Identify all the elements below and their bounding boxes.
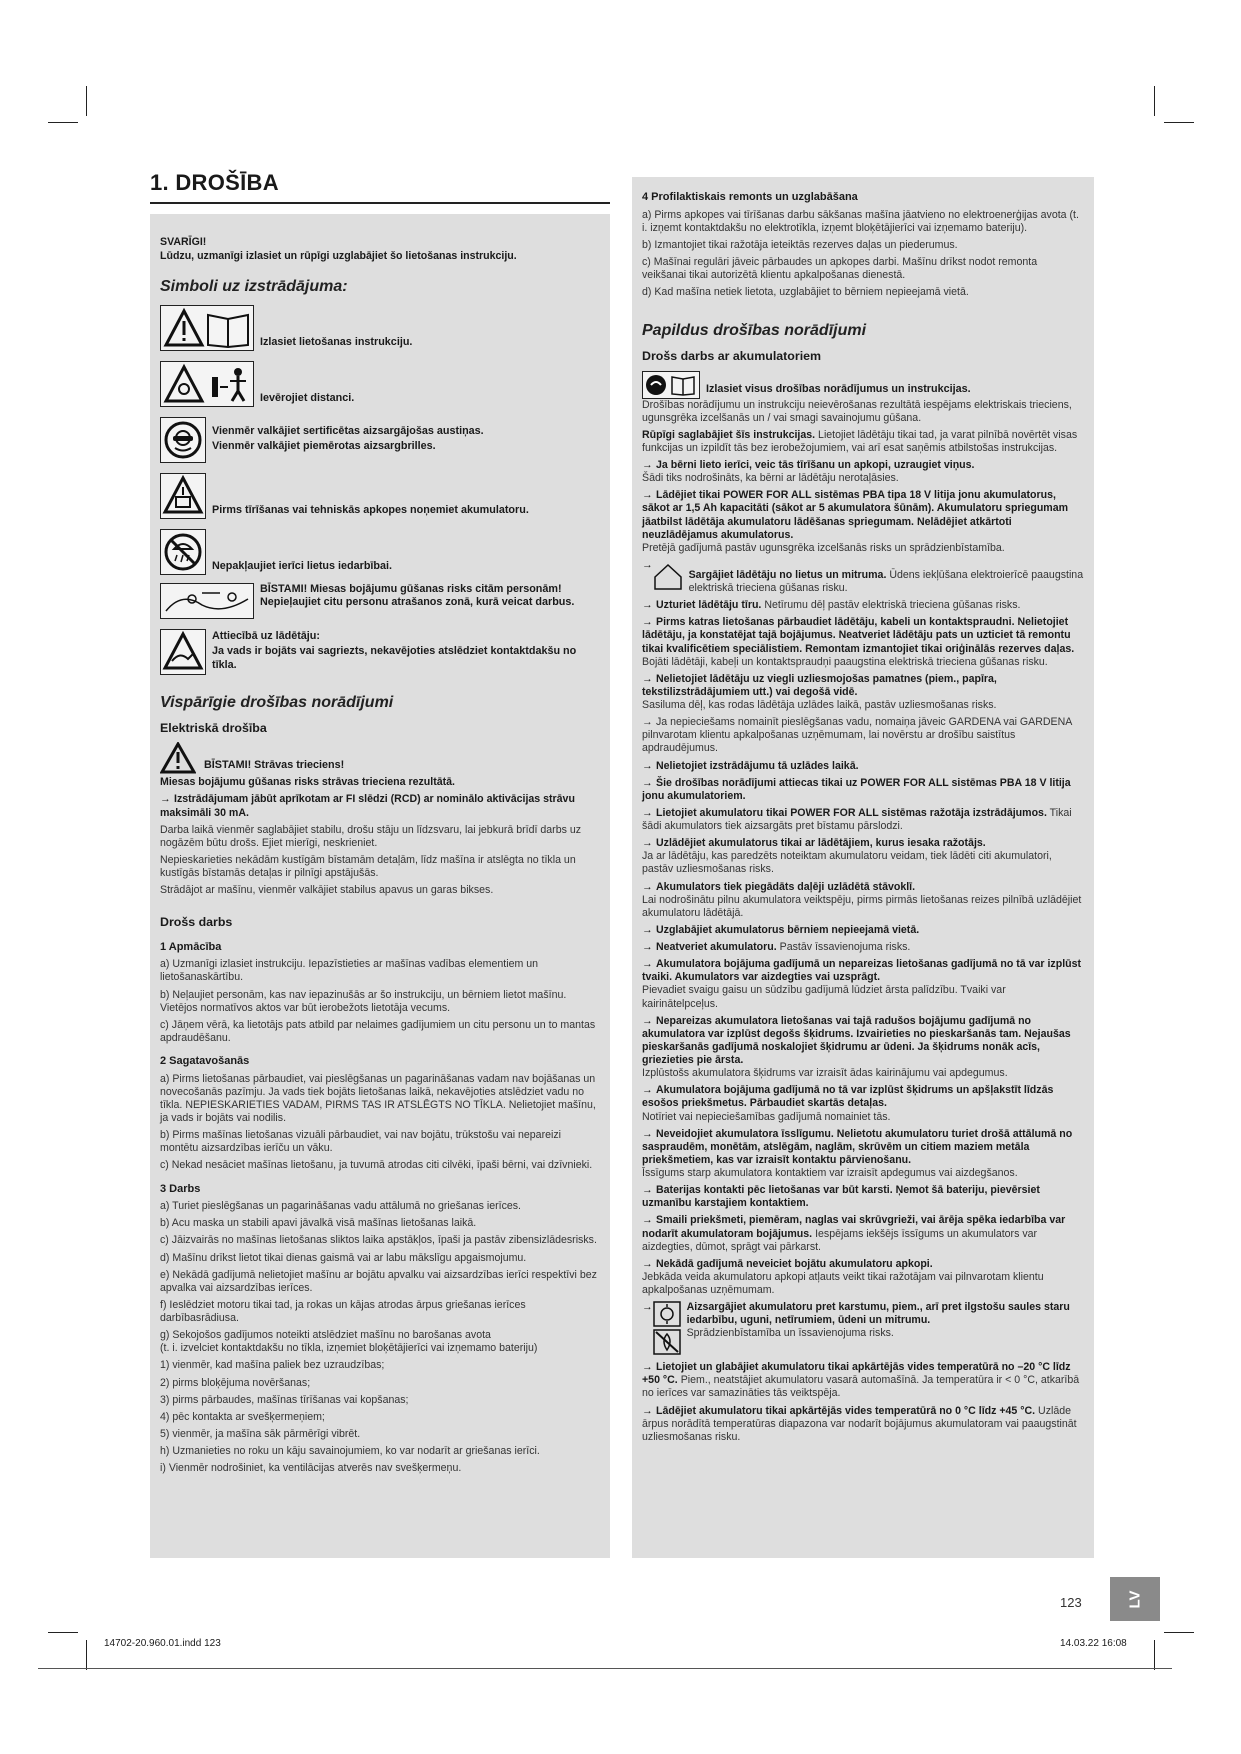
electric-safety-heading: Elektriskā drošība — [160, 720, 267, 735]
cable-replacement: → Ja nepieciešams nomainīt pieslēgšanas vadu, nomaiņa jāveic GARDENA vai GARDENA pilnvarotam klientu apkalpošanas uzņēmumam, lai novērstu ar drošību saistītus apdraudējumus. — [642, 716, 1072, 755]
symbol-keep-distance — [160, 361, 600, 407]
symbol-eye-protection-label: Vienmēr valkājiet piemērotas aizsargbrilles. — [212, 440, 436, 453]
right-column — [632, 177, 1094, 1558]
symbol-danger-persons — [160, 583, 600, 619]
training-b: b) Neļaujiet personām, kas nav iepazinušās ar šo instrukciju, un bērniem lietot mašīnu. Vietējos normatīvos aktos var būt ierobežots lietotāja vecums. — [160, 988, 567, 1014]
heat-protection: → Aizsargājiet akumulatoru pret karstumu, piem., arī pret ilgstošu saules staru iedarbību, uguni, netīrumiem, ūdeni un mitrumu. Sprādzienbīstamība un īssavienojuma risks. — [642, 1301, 1084, 1355]
section-preparation-title: 2 Sagatavošanās — [160, 1055, 250, 1068]
arrow-icon: → — [160, 793, 171, 806]
maintenance-c: c) Mašīnai regulāri jāveic pārbaudes un apkopes darbi. Mašīnu drīkst nodot remonta veikšanai tikai autorizētā klientu apkalpošanas dienestā. — [642, 256, 1038, 282]
danger-shock-row — [160, 742, 600, 774]
hot-contacts: → Baterijas kontakti pēc lietošanas var būt karsti. Ņemot šā bateriju, pievērsiet uzmanību karstajiem kontaktiem. — [642, 1184, 1040, 1210]
damaged-battery: → Nekādā gadījumā neveiciet bojātu akumulatoru apkopi. Jebkāda veida akumulatoru apkopi atļauts veikt tikai ražotājam vai pilnvarotam klientu apkalpošanas uzņēmumam. — [642, 1257, 1044, 1297]
liquid-warning: → Nepareizas akumulatora lietošanas vai tajā radušos bojājumu gadījumā no akumulatora var izplūst degošs šķidrums. Izvairieties no pieskaršanās tam. Nejaušas pieskaršanās gadījumā noskalojiet šķidrumu ar ūdeni. Ja šķidrums nonāk acīs, griezieties pie ārsta. Izplūstošs akumulatora šķidrums var izraisīt ādas kairinājumu vai apdegumus. — [642, 1014, 1071, 1080]
preparation-c: c) Nekad nesāciet mašīnas lietošanu, ja tuvumā atrodas citi cilvēki, īpaši bērni, vai dzīvnieki. — [160, 1159, 593, 1172]
operation-g: g) Sekojošos gadījumos noteikti atslēdziet mašīnu no barošanas avota — [160, 1329, 491, 1342]
symbol-no-rain — [160, 529, 600, 575]
stance-text: Darba laikā vienmēr saglabājiet stabilu, drošu stāju un līdzsvaru, lai jebkurā brīdī darbs uz nogāzēm būtu drošs. Ejiet mierīgi, neskrieniet. — [160, 823, 582, 849]
operation-h: h) Uzmanieties no roku un kāju savainojumiem, ko var nodarīt ar griešanas ierīci. — [160, 1445, 540, 1458]
operation-d: d) Mašīnu drīkst lietot tikai dienas gaismā vai ar labu mākslīgu apgaismojumu. — [160, 1251, 527, 1264]
read-all-label: Izlasiet visus drošības norādījumus un instrukcijas. — [706, 383, 971, 396]
partly-charged: → Akumulators tiek piegādāts daļēji uzlādētā stāvoklī. Lai nodrošinātu pilnu akumulatora veiktspēju, pirms pirmās lietošanas reizes pilnībā uzlādējiet akumulatoru lādētājā. — [642, 880, 1082, 919]
arrow-icon: → — [642, 716, 653, 729]
preparation-b: b) Pirms mašīnas lietošanas vizuāli pārbaudiet, vai nav bojātu, trūkstošu vai nepareizi montētu aizsardzības ierīču un vāku. — [160, 1129, 561, 1155]
general-safety-heading: Vispārīgie drošības norādījumi — [160, 694, 394, 712]
arrow-icon: → — [642, 1214, 653, 1227]
footwear-text: Strādājot ar mašīnu, vienmēr valkājiet stabilus apavus un garas bikses. — [160, 884, 494, 897]
arrow-icon: → — [642, 1301, 653, 1314]
operation-g-4: 4) pēc kontakta ar svešķermeņiem; — [160, 1410, 325, 1423]
operation-g-1: 1) vienmēr, kad mašīna paliek bez uzraudzības; — [160, 1359, 385, 1372]
title-divider — [150, 202, 610, 204]
inspect-charger: → Pirms katras lietošanas pārbaudiet lādētāju, kabeli un kontaktspraudni. Nelietojiet lādētāju, ja konstatējat tajā bojājumus. Neatveriet lādētāju pats un uzticiet tā remontu tikai kvalificētiem speciālistiem. Remontam izmantojiet tikai oriģinālās rezerves daļas. Bojāti lādētāji, kabeļi un kontaktspraudņi paaugstina elektriskā trieciena gūšanas risku. — [642, 616, 1075, 668]
page-title: 1. DROŠĪBA — [150, 170, 279, 195]
operation-g-3: 3) pirms pārbaudes, mašīnas tīrīšanas vai kopšanas; — [160, 1393, 409, 1406]
operation-g-5: 5) vienmēr, ja mašīna sāk pārmērīgi vibrēt. — [160, 1427, 361, 1440]
maintenance-b: b) Izmantojiet tikai ražotāja ieteiktās rezerves daļas un piederumus. — [642, 238, 958, 251]
charging-temperature: → Lādējiet akumulatoru tikai apkārtējās vides temperatūrā no 0 °C līdz +45 °C. Uzlāde ārpus norādītā temperatūras diapazona var nodarīt bojājumus akumulatoram vai paaugstināt uzliesmošanas risku. — [642, 1404, 1077, 1443]
thrown-objects-icon — [160, 583, 254, 619]
use-only-pfa: → Lietojiet akumulatoru tikai POWER FOR ALL sistēmas ražotāja izstrādājumos. Tikai šādi akumulators tiek aizsargāts pret bīstamu pārslodzi. — [642, 806, 1072, 833]
ear-eye-protection-icon — [160, 417, 206, 463]
section-training-title: 1 Apmācība — [160, 940, 222, 953]
warning-triangle-icon — [160, 742, 196, 774]
arrow-icon: → — [642, 599, 653, 612]
crop-mark — [86, 86, 87, 116]
arrow-icon: → — [642, 1014, 653, 1027]
operation-i: i) Vienmēr nodrošiniet, ka ventilācijas atverēs nav svešķermeņu. — [160, 1462, 462, 1475]
charger-cable-warning-icon — [160, 629, 206, 675]
footer-file-name: 14702-20.960.01.indd 123 — [104, 1638, 221, 1649]
operation-a: a) Turiet pieslēgšanas un pagarināšanas vadu attālumā no griešanas ierīces. — [160, 1200, 521, 1213]
read-all-text: Drošības norādījumu un instrukciju neievērošanas rezultātā iespējams elektriskais trieciens, ugunsgrēka izcelšanās un / vai smagi savainojumu gūšana. — [642, 398, 1072, 424]
no-use-charging: → Nelietojiet izstrādājumu tā uzlādes laikā. — [642, 759, 859, 772]
vapour-warning: → Akumulatora bojājuma gadījumā un nepareizas lietošanas gadījumā no tā var izplūst tvaiki. Akumulators var aizdegties vai uzsprāgt. Pievadiet svaigu gaisu un sūdzību gadījumā lūdziet ārsta palīdzību. Tvaiki var kairinātelpceļus. — [642, 958, 1082, 1010]
symbol-keep-distance-label: Ievērojiet distanci. — [260, 391, 355, 404]
indoor-use-icon — [653, 563, 683, 591]
language-tab-label: LV — [1126, 1589, 1144, 1609]
short-circuit-warning: → Neveidojiet akumulatora īsslīgumu. Nelietotu akumulatoru turiet drošā attālumā no saspraudēm, monētām, atslēgām, naglām, skrūvēm un citiem maziem metāla priekšmetiem, kas var izraisīt kontaktu pārvienošanu. Īssīgums starp akumulatora kontaktiem var izraisīt apdegumus vai aizdegšanos. — [642, 1127, 1073, 1180]
symbol-ear-eye-protection — [160, 417, 600, 463]
language-tab — [1110, 1577, 1160, 1621]
arrow-icon: → — [642, 958, 653, 971]
no-open: → Neatveriet akumulatoru. Pastāv īssavienojuma risks. — [642, 941, 911, 954]
additional-safety-heading: Papildus drošības norādījumi — [642, 322, 867, 340]
important-text: Lūdzu, uzmanīgi izlasiet un rūpīgi uzglabājiet šo lietošanas instrukciju. — [160, 250, 517, 263]
arrow-icon: → — [642, 1257, 653, 1270]
bottom-divider — [38, 1668, 1172, 1669]
operation-b: b) Acu maska un stabili apavi jāvalkā visā mašīnas lietošanas laikā. — [160, 1217, 477, 1230]
arrow-icon: → — [642, 1127, 653, 1140]
crop-mark — [1164, 1632, 1194, 1633]
symbol-danger-persons-label: BĪSTAMI! Miesas bojājumu gūšanas risks citām personām! Nepieļaujiet citu personu atrašanos zonā, kurā veicat darbus. — [260, 583, 575, 609]
no-rain-icon — [160, 529, 206, 575]
operation-c: c) Jāizvairās no mašīnas lietošanas sliktos laika apstākļos, īpaši ja pastāv zibensizlādesrisks. — [160, 1234, 597, 1247]
symbol-read-manual-label: Izlasiet lietošanas instrukciju. — [260, 335, 413, 348]
sun-heat-icon — [653, 1301, 681, 1327]
training-a: a) Uzmanīgi izlasiet instrukciju. Iepazīstieties ar mašīnas vadības elementiem un lietošanaskārtību. — [160, 958, 539, 984]
footer-date: 14.03.22 16:08 — [1060, 1638, 1127, 1649]
maintenance-a: a) Pirms apkopes vai tīrīšanas darbu sākšanas mašīna jāatvieno no elektroenerģijas avota (t. i. izņemt kontaktdakšu no elektrotīkla, izņemt bloķētājierīci vai izņemamo bateriju). — [642, 208, 1079, 234]
operation-g-note: (t. i. izvelciet kontaktdakšu no tīkla, izņemiet bloķētājierīci vai izņemamo bateriju) — [160, 1342, 538, 1355]
children-supervise: → Ja bērni lieto ierīci, veic tās tīrīšanu un apkopi, uzraugiet viņus. Šādi tiks nodrošināts, ka bērni ar lādētāju nerotaļāsies. — [642, 459, 975, 485]
symbol-ear-protection-label: Vienmēr valkājiet sertificētas aizsargājošas austiņas. — [212, 424, 484, 437]
crop-mark — [86, 1640, 87, 1670]
crop-mark — [48, 122, 78, 123]
read-instructions-icon — [642, 371, 700, 399]
symbol-remove-battery — [160, 473, 600, 519]
symbol-no-rain-label: Nepakļaujiet ierīci lietus iedarbībai. — [212, 559, 393, 572]
crop-mark — [48, 1632, 78, 1633]
arrow-icon: → — [642, 923, 653, 936]
keep-distance-icon — [160, 361, 254, 407]
symbols-heading: Simboli uz izstrādājuma: — [160, 278, 348, 296]
read-manual-icon — [160, 305, 254, 351]
preparation-a: a) Pirms lietošanas pārbaudiet, vai pieslēgšanas un pagarināšanas vadam nav bojāšanas un novecošanās pazīmju. Ja vads tiek bojāts lietošanas laikā, nekavējoties atslēdziet vadu no tīkla. NEPIESKARIETIES VADAM, PIRMS TAS IR ATSLĒGTS NO TĪKLA. Nelietojiet mašīnu, ja vads ir bojāts vai nodilis. — [160, 1072, 596, 1125]
danger-shock-label: BĪSTAMI! Strāvas trieciens! — [204, 758, 345, 771]
arrow-icon: → — [642, 1404, 653, 1417]
arrow-icon: → — [642, 880, 653, 893]
splash-warning: → Akumulatora bojājuma gadījumā no tā var izplūst šķidrums un apšļakstīt līdzās esošos priekšmetus. Pārbaudiet skartās detaļas. Notīriet vai nepieciešamības gadījumā nomainiet tās. — [642, 1084, 1054, 1123]
symbol-charger-cable — [160, 629, 600, 675]
arrow-icon: → — [642, 941, 653, 954]
danger-shock-text: Miesas bojājumu gūšanas risks strāvas trieciena rezultātā. — [160, 776, 455, 789]
operation-g-2: 2) pirms bloķējuma novēršanas; — [160, 1376, 311, 1389]
crop-mark — [1154, 86, 1155, 116]
symbol-remove-battery-label: Pirms tīrīšanas vai tehniskās apkopes noņemiet akumulatoru. — [212, 503, 529, 516]
arrow-icon: → — [642, 616, 653, 629]
pfa-only: → Šie drošības norādījumi attiecas tikai uz POWER FOR ALL sistēmas PBA 18 V litija jonu akumulatoriem. — [642, 776, 1071, 802]
sharp-objects: → Smaili priekšmeti, piemēram, naglas vai skrūvgrieži, vai ārēja spēka iedarbība var nodarīt akumulatoram bojājumus. Iespējams iekšējs īssīgums un akumulators var aizdegties, dūmot, sprāgt vai pārkarst. — [642, 1214, 1066, 1253]
store-from-children: → Uzglabājiet akumulatorus bērniem nepieejamā vietā. — [642, 923, 920, 936]
arrow-icon: → — [642, 672, 653, 685]
crop-mark — [1154, 1640, 1155, 1670]
training-c: c) Jāņem vērā, ka lietotājs pats atbild par nelaimes gadījumiem un citu personu un to mantas apdraudēšanu. — [160, 1018, 596, 1044]
battery-safety-heading: Drošs darbs ar akumulatoriem — [642, 349, 822, 364]
arrow-icon: → — [642, 489, 653, 502]
crop-mark — [1164, 122, 1194, 123]
arrow-icon: → — [642, 558, 653, 571]
symbol-charger-text: Ja vads ir bojāts vai sagriezts, nekavējoties atslēdziet kontaktdakšu no tīkla. — [212, 645, 577, 671]
left-column — [150, 214, 610, 1558]
arrow-icon: → — [642, 1361, 653, 1374]
arrow-icon: → — [642, 837, 653, 850]
operation-f: f) Ieslēdziet motoru tikai tad, ja rokas un kājas atrodas ārpus griešanas ierīces darbībasrādiusa. — [160, 1298, 526, 1325]
keep-instructions: Rūpīgi saglabājiet šīs instrukcijas. Lietojiet lādētāju tikai tad, ja varat pilnībā novērtēt visas funkcijas un izpildīt tās bez ierobežojumiem, vai arī esat saņēmis atbilstošas instrukcijas. — [642, 428, 1078, 454]
arrow-icon: → — [642, 759, 653, 772]
operating-temperature: → Lietojiet un glabājiet akumulatoru tikai apkārtējās vides temperatūrā no –20 °C līdz +50 °C. Piem., neatstājiet akumulatoru vasarā automašīnā. Ja temperatūra ir < 0 °C, atkarībā no ierīces var samazināties tās veiktspēja. — [642, 1361, 1080, 1400]
section-operation-title: 3 Darbs — [160, 1182, 201, 1195]
important-label: SVARĪGI! — [160, 236, 207, 248]
arrow-icon: → — [642, 806, 653, 819]
page-number: 123 — [1060, 1595, 1082, 1610]
arrow-icon: → — [642, 776, 653, 789]
operation-e: e) Nekādā gadījumā nelietojiet mašīnu ar bojātu apvalku vai aizsardzības ierīci respektīvi bez apvalka vai aizsardzības ierīces. — [160, 1268, 597, 1294]
flammable-surface: → Nelietojiet lādētāju uz viegli uzliesmojošas pamatnes (piem., papīra, tekstilizstrādājumiem utt.) vai degošā vidē. Sasiluma dēļ, kas rodas lādētāja uzlādes laikā, pastāv uzliesmošanas risks. — [642, 672, 997, 712]
rain-warning: → Sargājiet lādētāju no lietus un mitruma. Ūdens iekļūšana elektroierīcē paaugstina elektriskā trieciena gūšanas risku. — [642, 558, 1084, 595]
arrow-icon: → — [642, 459, 653, 472]
remove-battery-icon — [160, 473, 206, 519]
symbol-charger-label: Attiecībā uz lādētāju: — [212, 630, 320, 643]
symbol-read-manual — [160, 305, 600, 351]
keep-clean: → Uzturiet lādētāju tīru. Netīrumu dēļ pastāv elektriskā trieciena gūšanas risks. — [642, 599, 1021, 612]
section-maintenance-title: 4 Profilaktiskais remonts un uzglabāšana — [642, 191, 858, 203]
charge-recommended: → Uzlādējiet akumulatorus tikai ar lādētājiem, kurus iesaka ražotājs. Ja ar lādētāju, kas paredzēts noteiktam akumulatoru veidam, tiek lādēti citi akumulatori, pastāv uzliesmošanas risks. — [642, 837, 1052, 876]
maintenance-d: d) Kad mašīna netiek lietota, uzglabājiet to bērniem nepieejamā vietā. — [642, 286, 969, 299]
read-all-row — [642, 371, 1084, 399]
moving-parts-text: Nepieskarieties nekādām kustīgām bīstamām detaļām, līdz mašīna ir atslēgta no tīkla un kustīgās bīstamās detaļas ir pilnīgi apstājušās. — [160, 853, 576, 880]
charge-pba: → Lādējiet tikai POWER FOR ALL sistēmas PBA tipa 18 V litija jonu akumulatorus, sākot ar 1,5 Ah kapacitāti (sākot ar 5 akumulatora šūnām). Akumulatoru spriegumam jāatbilst lādētāja akumulatoru lādēšanas spriegumam. Nelādējiet atkārtoti neuzlādējamus akumulatorus. Pretējā gadījumā pastāv ugunsgrēka izcelšanās risks un sprādzienbīstamība. — [642, 489, 1069, 554]
arrow-icon: → — [642, 1084, 653, 1097]
arrow-icon: → — [642, 1184, 653, 1197]
no-fire-icon — [653, 1329, 681, 1355]
rcd-note: → Izstrādājumam jābūt aprīkotam ar FI slēdzi (RCD) ar nominālo aktivācijas strāvu maksimāli 30 mA. — [160, 793, 575, 819]
safe-work-heading: Drošs darbs — [160, 915, 233, 930]
